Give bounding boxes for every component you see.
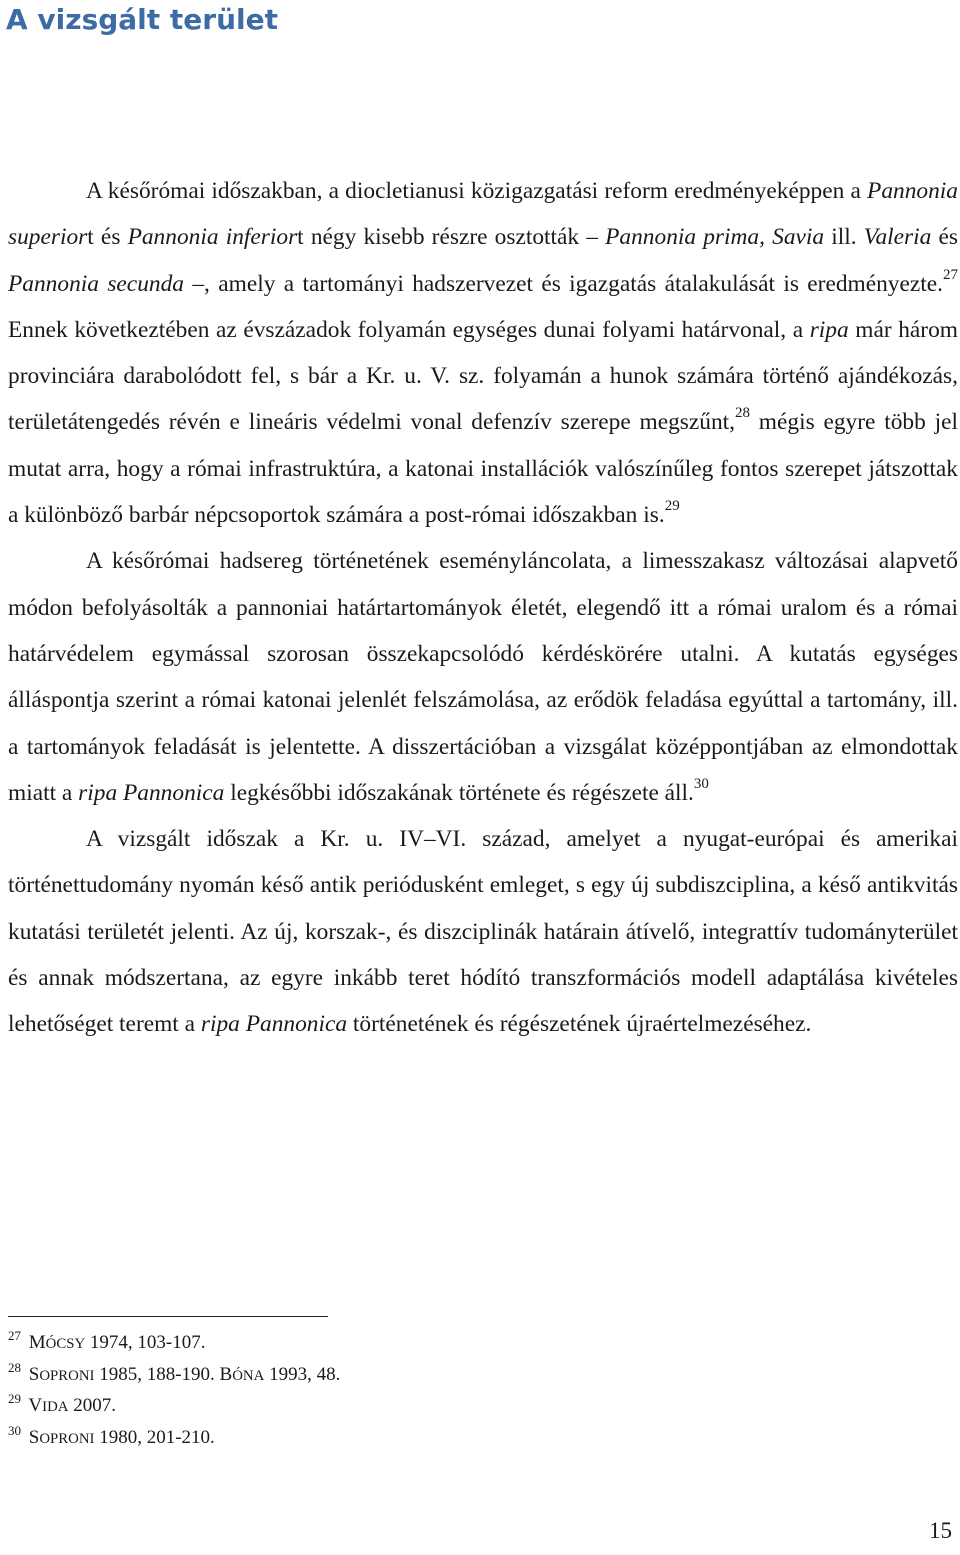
- small-caps-text: IDA: [42, 1399, 69, 1415]
- footnote-ref: 29: [664, 498, 680, 515]
- footnote-ref: 30: [693, 775, 709, 792]
- small-caps-text: ÓCSY: [45, 1336, 86, 1352]
- italic-term: Pannonia superior: [8, 178, 958, 251]
- body-text: [8, 168, 958, 1048]
- footnote: [8, 1328, 340, 1360]
- italic-term: ripa Pannonica: [200, 1011, 348, 1038]
- text-run: Ennek következtében az évszázadok folyamán egységes dunai folyami határvonal, a: [8, 316, 810, 343]
- text-run: A későrómai hadsereg történetének eseményláncolata, a limesszakasz változásai alapvető módon befolyásolták a pannoniai határtartományok életét, elegendő itt a római uralom és a római határvédelem egymással szorosan összekapcsolódó kérdéskörére utalni. A kutatás egységes álláspontja szerint a római katonai jelenlét felszámolása, az erődök feladása egyúttal a tartomány, ill. a tartományok feladását is jelentette. A disszertációban a vizsgálat középpontjában az elmondottak miatt a: [8, 548, 958, 806]
- text-run: t és: [87, 224, 128, 251]
- footnote-ref: 27: [8, 1328, 21, 1343]
- small-caps-text: ÓNA: [232, 1367, 265, 1384]
- text-run: A vizsgált időszak a Kr. u. IV–VI. század, amelyet a nyugat-európai és amerikai történettudomány nyomán késő antik periódusként emleget, s egy új subdiszciplina, a késő antikvitás kutatási területét jelenti. Az új, korszak-, és diszciplinák határain átívelő, integrattív tudományterület és annak módszertana, az egyre inkább teret hódító transzformációs modell adaptálása kivételes lehetőséget teremt a: [8, 826, 958, 1038]
- text-run: 1993, 48.: [264, 1363, 341, 1385]
- paragraph: [8, 816, 958, 1047]
- text-run: legkésőbbi időszakának története és régészete áll.: [224, 779, 694, 806]
- footnotes: [8, 1328, 340, 1454]
- footnote: [8, 1391, 340, 1423]
- text-run: 1985, 188-190. B: [94, 1363, 233, 1385]
- text-run: 2007.: [68, 1395, 116, 1416]
- footnote-ref: 29: [8, 1391, 21, 1406]
- text-run: már három provinciára darabolódott fel, s bár a Kr. u. V. sz. folyamán a hunok számára történő ajándékozás, területátengedés révén e lineáris védelmi vonal defenzív szerepe megszűnt,: [8, 316, 958, 436]
- paragraph: [8, 168, 958, 538]
- small-caps-text: OPRONI: [39, 1367, 95, 1384]
- text-run: S: [24, 1363, 40, 1385]
- text-run: t négy kisebb részre osztották –: [297, 224, 606, 251]
- italic-term: Pannonia inferior: [127, 224, 298, 251]
- footnote-ref: 30: [8, 1422, 21, 1438]
- text-run: S: [24, 1426, 40, 1448]
- text-run: és: [931, 224, 959, 251]
- footnote: [8, 1360, 340, 1392]
- italic-term: Valeria: [863, 224, 932, 251]
- paragraph: [8, 538, 958, 816]
- section-heading: A vizsgált terület: [6, 3, 278, 36]
- text-run: V: [24, 1395, 43, 1416]
- footnote-ref: 28: [735, 405, 750, 422]
- text-run: 1974, 103-107.: [85, 1332, 206, 1353]
- footnote-separator: [8, 1316, 328, 1317]
- italic-term: Pannonia secunda: [8, 270, 184, 297]
- italic-term: ripa Pannonica: [78, 779, 225, 806]
- italic-term: Pannonia prima, Savia: [605, 224, 825, 251]
- text-run: történetének és régészetének újraértelmezéséhez.: [347, 1011, 812, 1038]
- text-run: A későrómai időszakban, a diocletianusi közigazgatási reform eredményeképpen a: [86, 178, 868, 204]
- italic-term: ripa: [809, 316, 849, 343]
- footnote-ref: 28: [8, 1359, 21, 1375]
- text-run: –, amely a tartományi hadszervezet és igazgatás átalakulását is eredményezte.: [183, 270, 943, 297]
- small-caps-text: OPRONI: [39, 1430, 95, 1447]
- text-run: 1980, 201-210.: [94, 1426, 215, 1448]
- footnote: [8, 1423, 340, 1455]
- text-run: mégis egyre több jel mutat arra, hogy a római infrastruktúra, a katonai installációk valószínűleg fontos szerepet játszottak a különböző barbár népcsoportok számára a post-római időszakban is.: [8, 409, 958, 529]
- footnote-ref: 27: [943, 266, 958, 283]
- text-run: ill.: [824, 224, 864, 251]
- text-run: M: [24, 1332, 46, 1353]
- page-number: 15: [929, 1518, 952, 1543]
